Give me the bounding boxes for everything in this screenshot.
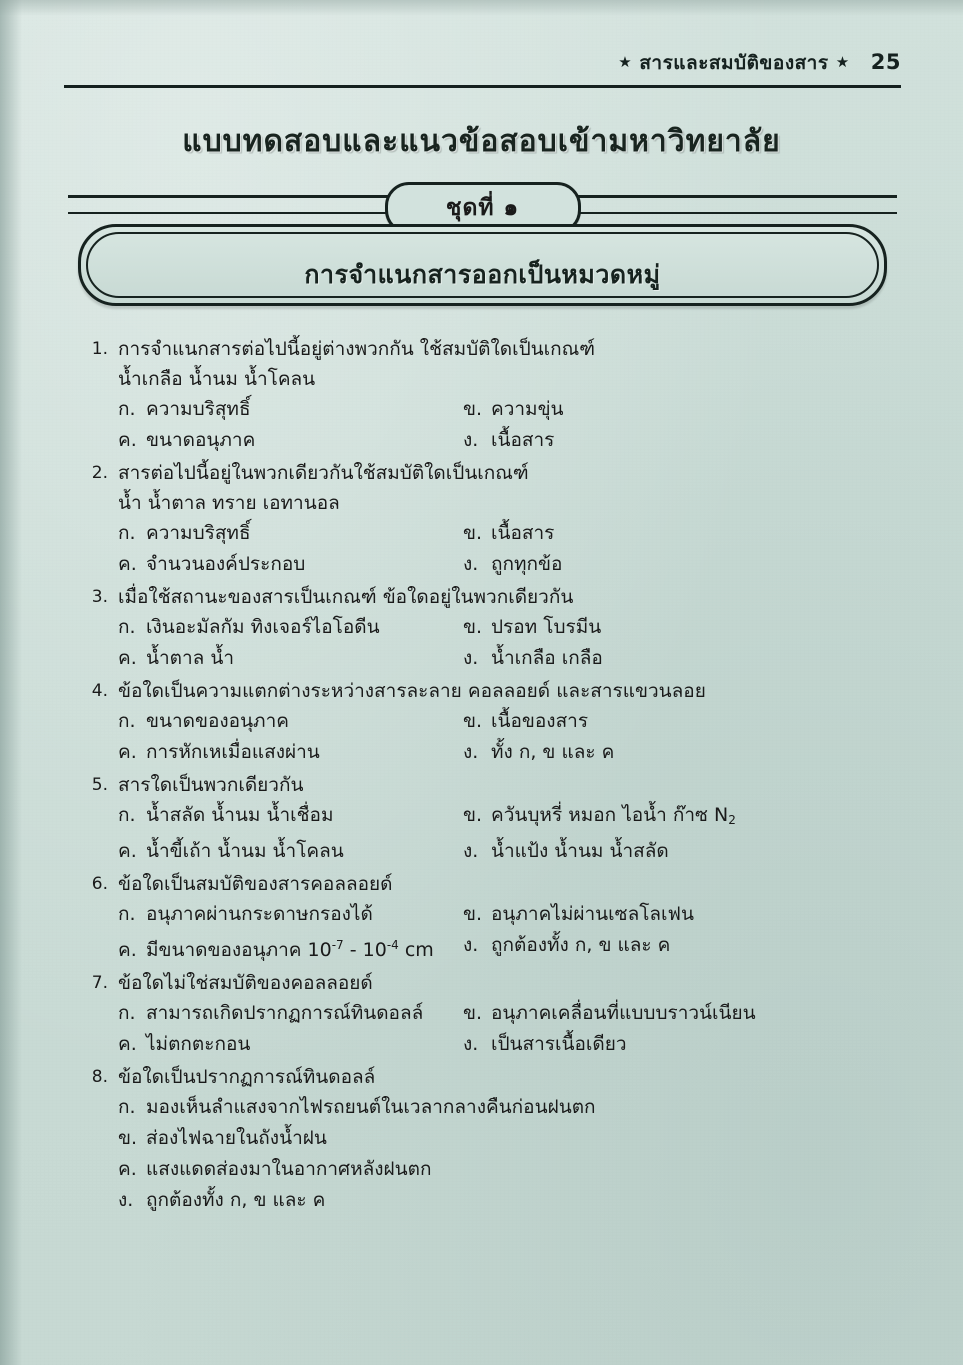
question-head — [74, 968, 905, 998]
choice-group — [118, 518, 905, 580]
choice-text: ควันบุหรี่ หมอก ไอน้ำ ก๊าซ $N_2$ — [491, 804, 736, 827]
choice-group — [118, 706, 905, 768]
question-item — [74, 582, 905, 674]
choice-text: มีขนาดของอนุภาค $10^{-7} - 10^{-4}$ cm — [146, 938, 434, 961]
choice-option[interactable] — [463, 930, 905, 966]
choice-option[interactable] — [463, 998, 905, 1029]
choice-text: น้ำตาล น้ำ — [146, 647, 235, 669]
choice-group — [118, 998, 905, 1060]
choice-option[interactable] — [463, 643, 905, 674]
choice-text: ถูกทุกข้อ — [491, 553, 563, 575]
choice-label: ง. — [118, 1189, 134, 1211]
choice-option[interactable] — [463, 737, 905, 768]
question-stem: สารใดเป็นพวกเดียวกัน — [118, 774, 304, 796]
choice-option[interactable] — [463, 549, 905, 580]
topic-title: การจำแนกสารออกเป็นหมวดหมู่ — [304, 260, 661, 289]
choice-label: ข. — [463, 804, 483, 826]
choice-label: ข. — [463, 522, 483, 544]
question-number: 7. — [91, 973, 108, 993]
choice-label: ก. — [118, 398, 136, 420]
choice-label: ค. — [118, 939, 137, 961]
choice-option[interactable] — [118, 930, 463, 966]
choice-label: ก. — [118, 522, 136, 544]
choice-option[interactable] — [118, 1185, 905, 1216]
page-left-shadow — [0, 0, 22, 1365]
choice-option[interactable] — [463, 518, 905, 549]
choice-label: ก. — [118, 616, 136, 638]
question-stem: ข้อใดเป็นปรากฏการณ์ทินดอลล์ — [118, 1066, 376, 1088]
choice-option[interactable] — [463, 394, 905, 425]
choice-text: น้ำเกลือ เกลือ — [491, 647, 603, 669]
choice-option[interactable] — [118, 1029, 463, 1060]
choice-option[interactable] — [118, 425, 463, 456]
choice-group — [118, 612, 905, 674]
question-stem: สารต่อไปนี้อยู่ในพวกเดียวกันใช้สมบัติใดเป็นเกณฑ์ — [118, 462, 529, 484]
choice-text: ขนาดอนุภาค — [146, 429, 256, 451]
choice-label: ง. — [463, 429, 479, 451]
choice-text: ปรอท โบรมีน — [491, 616, 602, 638]
set-label: ชุดที่ ๑ — [385, 182, 581, 234]
choice-label: ง. — [463, 553, 479, 575]
choice-option[interactable] — [463, 425, 905, 456]
question-number: 3. — [91, 587, 108, 607]
question-number: 4. — [91, 681, 108, 701]
choice-text: เนื้อของสาร — [491, 710, 589, 732]
choice-label: ข. — [118, 1127, 138, 1149]
choice-text: แสงแดดส่องมาในอากาศหลังฝนตก — [146, 1158, 432, 1180]
choice-text: สามารถเกิดปรากฏการณ์ทินดอลล์ — [146, 1002, 424, 1024]
header-rule — [64, 85, 901, 88]
choice-label: ข. — [463, 616, 483, 638]
star-left-icon: ★ — [618, 53, 633, 71]
choice-row — [118, 612, 905, 643]
question-substances: น้ำ น้ำตาล ทราย เอทานอล — [118, 492, 340, 514]
choice-label: ก. — [118, 903, 136, 925]
choice-option[interactable] — [118, 998, 463, 1029]
choice-label: ค. — [118, 553, 137, 575]
choice-group — [118, 899, 905, 966]
choice-text: น้ำแป้ง น้ำนม น้ำสลัด — [491, 840, 669, 862]
question-head — [74, 1062, 905, 1092]
choice-row — [118, 549, 905, 580]
question-substances: น้ำเกลือ น้ำนม น้ำโคลน — [118, 368, 316, 390]
choice-label: ง. — [463, 840, 479, 862]
choice-text: เนื้อสาร — [491, 429, 555, 451]
choice-row — [118, 706, 905, 737]
question-number: 2. — [91, 463, 108, 483]
choice-label: ข. — [463, 1002, 483, 1024]
choice-text: อนุภาคไม่ผ่านเซลโลเฟน — [491, 903, 694, 925]
choice-row — [118, 800, 905, 836]
choice-label: ค. — [118, 1158, 137, 1180]
question-item — [74, 676, 905, 768]
choice-text: ทั้ง ก, ข และ ค — [491, 741, 615, 763]
question-list — [74, 334, 905, 1218]
question-stem: เมื่อใช้สถานะของสารเป็นเกณฑ์ ข้อใดอยู่ในพวกเดียวกัน — [118, 586, 574, 608]
choice-option[interactable] — [118, 612, 463, 643]
choice-label: ก. — [118, 1096, 136, 1118]
choice-row — [118, 643, 905, 674]
choice-label: ง. — [463, 1033, 479, 1055]
star-right-icon: ★ — [835, 53, 850, 71]
choice-text: ไม่ตกตะกอน — [146, 1033, 251, 1055]
choice-text: ขนาดของอนุภาค — [146, 710, 289, 732]
choice-option[interactable] — [463, 899, 905, 930]
choice-option[interactable] — [118, 394, 463, 425]
choice-row — [118, 930, 905, 966]
choice-text: ความบริสุทธิ์ — [146, 522, 251, 544]
choice-label: ง. — [463, 741, 479, 763]
choice-row — [118, 1123, 905, 1154]
question-item — [74, 770, 905, 867]
page-top-shadow — [0, 0, 963, 16]
question-number: 5. — [91, 775, 108, 795]
choice-option[interactable] — [463, 612, 905, 643]
choice-label: ค. — [118, 429, 137, 451]
choice-option[interactable] — [463, 836, 905, 867]
choice-row — [118, 1029, 905, 1060]
choice-text: เนื้อสาร — [491, 522, 555, 544]
choice-option[interactable] — [463, 800, 905, 836]
question-head — [74, 770, 905, 800]
choice-text: น้ำขี้เถ้า น้ำนม น้ำโคลน — [146, 840, 344, 862]
choice-text: จำนวนองค์ประกอบ — [146, 553, 306, 575]
choice-row — [118, 836, 905, 867]
choice-label: ง. — [463, 647, 479, 669]
choice-option[interactable] — [118, 800, 463, 836]
question-stem: การจำแนกสารต่อไปนี้อยู่ต่างพวกกัน ใช้สมบัติใดเป็นเกณฑ์ — [118, 338, 596, 360]
choice-group — [118, 800, 905, 867]
choice-text: ถูกต้องทั้ง ก, ข และ ค — [146, 1189, 326, 1211]
choice-text: เงินอะมัลกัม ทิงเจอร์ไอโอดีน — [146, 616, 380, 638]
choice-option[interactable] — [118, 1154, 905, 1185]
choice-text: ความขุ่น — [491, 398, 564, 420]
choice-label: ค. — [118, 741, 137, 763]
question-stem: ข้อใดไม่ใช่สมบัติของคอลลอยด์ — [118, 972, 373, 994]
choice-label: ข. — [463, 710, 483, 732]
question-item — [74, 1062, 905, 1216]
set-band — [68, 186, 897, 226]
choice-option[interactable] — [118, 1092, 905, 1123]
question-item — [74, 968, 905, 1060]
choice-option[interactable] — [118, 1123, 905, 1154]
choice-row — [118, 394, 905, 425]
choice-label: ค. — [118, 840, 137, 862]
choice-label: ค. — [118, 647, 137, 669]
choice-option[interactable] — [118, 518, 463, 549]
choice-row — [118, 1154, 905, 1185]
page-header — [64, 52, 901, 88]
choice-option[interactable] — [463, 706, 905, 737]
choice-row — [118, 737, 905, 768]
choice-row — [118, 998, 905, 1029]
choice-text: มองเห็นลำแสงจากไฟรถยนต์ในเวลากลางคืนก่อนฝนตก — [146, 1096, 596, 1118]
choice-option[interactable] — [463, 1029, 905, 1060]
question-head — [74, 869, 905, 899]
question-number: 1. — [91, 339, 108, 359]
question-head — [74, 582, 905, 612]
choice-label: ก. — [118, 1002, 136, 1024]
question-head — [74, 334, 905, 364]
choice-label: ข. — [463, 398, 483, 420]
choice-group — [118, 394, 905, 456]
question-item — [74, 458, 905, 580]
page-number: 25 — [870, 50, 901, 74]
question-head — [74, 458, 905, 488]
choice-text: น้ำสลัด น้ำนม น้ำเชื่อม — [146, 804, 334, 826]
choice-option[interactable] — [118, 549, 463, 580]
choice-option[interactable] — [118, 706, 463, 737]
choice-group — [118, 1092, 905, 1216]
question-stem: ข้อใดเป็นความแตกต่างระหว่างสารละลาย คอลลอยด์ และสารแขวนลอย — [118, 680, 706, 702]
page-title: แบบทดสอบและแนวข้อสอบเข้ามหาวิทยาลัย — [182, 124, 781, 159]
question-stem: ข้อใดเป็นสมบัติของสารคอลลอยด์ — [118, 873, 393, 895]
topic-banner — [78, 224, 887, 306]
choice-label: ก. — [118, 804, 136, 826]
question-number: 6. — [91, 874, 108, 894]
choice-text: การหักเหเมื่อแสงผ่าน — [146, 741, 320, 763]
choice-text: เป็นสารเนื้อเดียว — [491, 1033, 627, 1055]
running-title: สารและสมบัติของสาร — [639, 52, 829, 74]
question-head — [74, 676, 905, 706]
choice-row — [118, 425, 905, 456]
choice-text: อนุภาคผ่านกระดาษกรองได้ — [146, 903, 373, 925]
question-number: 8. — [91, 1067, 108, 1087]
choice-option[interactable] — [118, 643, 463, 674]
choice-text: ความบริสุทธิ์ — [146, 398, 251, 420]
choice-row — [118, 1185, 905, 1216]
choice-option[interactable] — [118, 899, 463, 930]
choice-label: ข. — [463, 903, 483, 925]
question-item — [74, 869, 905, 966]
choice-text: อนุภาคเคลื่อนที่แบบบราวน์เนียน — [491, 1002, 756, 1024]
choice-label: ก. — [118, 710, 136, 732]
choice-row — [118, 518, 905, 549]
choice-text: ส่องไฟฉายในถังน้ำฝน — [146, 1127, 327, 1149]
choice-row — [118, 1092, 905, 1123]
question-item — [74, 334, 905, 456]
running-head — [618, 48, 901, 78]
choice-label: ค. — [118, 1033, 137, 1055]
choice-row — [118, 899, 905, 930]
choice-option[interactable] — [118, 737, 463, 768]
choice-label: ง. — [463, 934, 479, 956]
choice-text: ถูกต้องทั้ง ก, ข และ ค — [491, 934, 671, 956]
choice-option[interactable] — [118, 836, 463, 867]
